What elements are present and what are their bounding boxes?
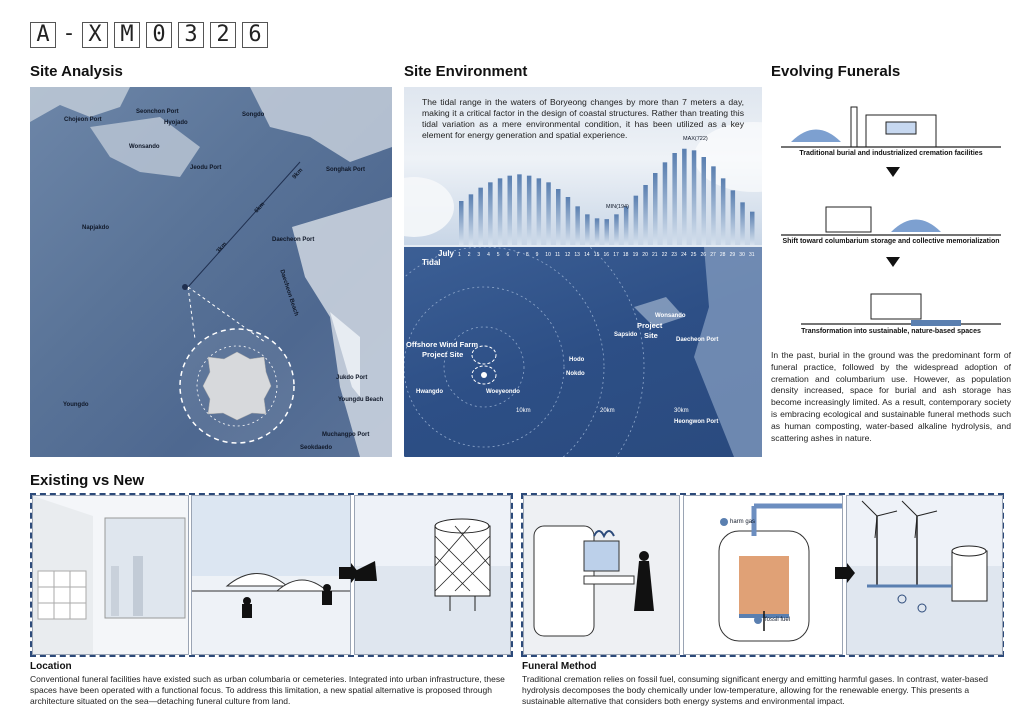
map-label: Hodo	[569, 357, 585, 363]
day-tick-label: 12	[564, 252, 571, 258]
day-tick-label: 27	[710, 252, 716, 258]
code-char: 0	[146, 22, 172, 48]
place-label: Seonchon Port	[136, 109, 179, 115]
hydrolysis-illustration	[683, 495, 843, 655]
tidal-chart-area	[404, 87, 762, 247]
cemetery-illustration	[191, 495, 351, 655]
cremation-drawing	[524, 496, 680, 655]
code-char: 6	[242, 22, 268, 48]
fossil-fuel-label: fossil fuel	[765, 617, 791, 623]
tidal-bar	[595, 218, 600, 245]
tidal-bar	[517, 174, 522, 245]
place-label: Napjakdo	[82, 225, 110, 231]
tidal-bar	[478, 188, 483, 245]
tidal-bar	[682, 149, 687, 245]
tidal-bar	[692, 150, 697, 245]
urban-columbaria-illustration	[32, 495, 189, 655]
day-tick-label: 8	[525, 252, 529, 258]
tidal-bar	[488, 182, 493, 245]
tidal-bar	[575, 206, 580, 245]
ring-label: 30km	[674, 408, 689, 414]
code-char: A	[30, 22, 56, 48]
day-tick-label: 20	[642, 252, 648, 258]
place-label: Daecheon Port	[272, 237, 315, 243]
day-tick-label: 2	[467, 252, 471, 258]
harm-gas-label: harm gas	[730, 519, 756, 525]
tidal-bar	[702, 157, 707, 245]
tidal-bar	[634, 196, 639, 245]
day-tick-label: 9	[535, 252, 539, 258]
chart-axis-label: Tidal	[422, 258, 441, 267]
tidal-bar	[459, 201, 464, 245]
place-label: Youngdu Beach	[338, 397, 384, 403]
site-environment-panel	[404, 87, 762, 457]
tidal-bar	[566, 197, 571, 245]
location-text: Conventional funeral facilities have existed such as urban columbaria or cemeteries. Integrated into urban infrastructure, these spaces have been operated with a functional focus. To address this limitation, a new spatial alternative is proposed through architecture situated on the sea—detaching funeral culture from land.	[30, 674, 505, 706]
tidal-bar	[605, 219, 610, 245]
evolution-illustrations	[771, 87, 1011, 347]
place-label: Jeodu Port	[190, 165, 222, 171]
tidal-bar	[721, 178, 726, 245]
day-tick-label: 17	[613, 252, 619, 258]
site-analysis-heading: Site Analysis	[30, 63, 123, 80]
stage-caption: Traditional burial and industrialized cremation facilities	[799, 150, 983, 157]
tidal-bar	[731, 190, 736, 245]
place-label: Jukdo Port	[336, 375, 368, 381]
map-label: Hwangdo	[416, 389, 443, 395]
tidal-bar	[663, 162, 668, 245]
method-title: Funeral Method	[522, 661, 597, 672]
tidal-bar	[740, 202, 745, 245]
day-tick-label: 31	[749, 252, 755, 258]
tidal-bar	[508, 176, 513, 245]
arrow-right-icon	[835, 563, 855, 583]
site-environment-heading: Site Environment	[404, 63, 528, 80]
day-tick-label: 13	[574, 252, 580, 258]
day-tick-label: 28	[719, 252, 726, 258]
offshore-map	[404, 247, 762, 457]
site-analysis-map	[30, 87, 392, 457]
place-label: Daecheon Beach	[278, 269, 299, 317]
evolving-funerals-heading: Evolving Funerals	[771, 63, 901, 80]
renewable-drawing	[847, 496, 1003, 655]
evolving-diagram	[771, 87, 1011, 372]
hydrolysis-drawing	[684, 496, 843, 655]
map-label: Heongwon Port	[674, 419, 719, 425]
max-label: MAX(722)	[683, 136, 708, 142]
cemetery-drawing	[192, 496, 351, 655]
day-tick-label: 29	[729, 252, 736, 258]
environment-description: The tidal range in the waters of Boryeong changes by more than 7 meters a day, making it a critical factor in the design of coastal structures. Rather than treating this tidal variation as a mere environmental condition, it has been utilized as a key element for energy generation and spatial experience.	[422, 97, 744, 140]
sea-columbarium-illustration	[354, 495, 511, 655]
day-tick-label: 14	[584, 252, 590, 258]
stage-caption: Shift toward columbarium storage and collective memorialization	[782, 238, 1000, 245]
place-label: Seokdaedo	[300, 445, 333, 451]
code-char: M	[114, 22, 140, 48]
place-label: Hyojado	[164, 120, 188, 126]
place-label: Chojeon Port	[64, 117, 102, 123]
tidal-bar	[585, 214, 590, 245]
tidal-bar	[498, 178, 503, 245]
map-label: Sapsido	[614, 332, 638, 338]
map-label: Nokdo	[566, 371, 585, 377]
tidal-bar	[469, 194, 474, 245]
day-tick-label: 23	[671, 252, 677, 258]
ring-label: 10km	[516, 408, 531, 414]
distance-label: 3km	[215, 241, 229, 255]
stage-caption: Transformation into sustainable, nature-based spaces	[801, 328, 981, 335]
tidal-bar	[537, 178, 542, 245]
tidal-bar	[672, 153, 677, 245]
chart-axis-label: July	[438, 249, 455, 258]
cremation-illustration	[523, 495, 680, 655]
day-tick-label: 6	[506, 252, 510, 258]
map-label: Woeyeondo	[486, 389, 520, 395]
day-tick-label: 19	[632, 252, 639, 258]
day-tick-label: 3	[477, 252, 481, 258]
tidal-bar	[653, 173, 658, 245]
place-label: Youngdo	[63, 402, 89, 408]
project-label: Project	[637, 321, 663, 330]
arrow-right-icon	[339, 563, 359, 583]
tidal-bar	[556, 189, 561, 245]
code-char: 2	[210, 22, 236, 48]
distance-label: 9km	[291, 167, 305, 181]
renewable-illustration	[846, 495, 1003, 655]
day-tick-label: 21	[652, 252, 658, 258]
tidal-bar	[643, 185, 648, 245]
code-char: X	[82, 22, 108, 48]
day-tick-label: 1	[458, 252, 461, 258]
day-tick-label: 10	[545, 252, 551, 258]
day-tick-label: 26	[700, 252, 707, 258]
project-code	[30, 22, 268, 48]
day-tick-label: 5	[496, 252, 500, 258]
evolving-paragraph: In the past, burial in the ground was the predominant form of funeral practice, followed by the widespread adoption of cremation and columbarium use. However, as population density increased, space for burial and ash storage has become increasingly limited. As a result, contemporary society is embracing ecological and sustainable funeral methods such as human composting, water-based alkaline hydrolysis, and scattering ashes in nature.	[771, 350, 1011, 443]
distance-label: 6km	[253, 201, 267, 215]
day-tick-label: 16	[603, 252, 610, 258]
place-label: Wonsando	[129, 144, 160, 150]
place-label: Songhak Port	[326, 167, 366, 173]
day-tick-label: 22	[661, 252, 668, 258]
sea-columbarium-drawing	[355, 496, 511, 655]
tidal-bar	[711, 166, 716, 245]
day-tick-label: 30	[739, 252, 745, 258]
offshore-label: Offshore Wind Farm	[406, 340, 479, 349]
columbaria-drawing	[33, 496, 189, 655]
tidal-bar	[546, 182, 551, 245]
day-tick-label: 11	[555, 252, 561, 258]
project-label: Site	[644, 331, 658, 340]
day-tick-label: 25	[690, 252, 697, 258]
existing-vs-new-heading: Existing vs New	[30, 472, 145, 489]
place-label: Muchangpo Port	[322, 432, 370, 438]
day-tick-label: 24	[681, 252, 687, 258]
day-tick-label: 15	[593, 252, 600, 258]
day-tick-label: 18	[622, 252, 629, 258]
tidal-bar	[750, 212, 755, 245]
code-char: 3	[178, 22, 204, 48]
method-text: Traditional cremation relies on fossil fuel, consuming significant energy and emitting harmful gases. In contrast, water-based hydrolysis decomposes the body chemically under low-temperature, allowing for the renewable energy. This presents a sustainable alternative that considers both energy systems and environmental impact.	[522, 674, 988, 706]
map-label: Wonsando	[655, 313, 686, 319]
code-char: -	[62, 21, 76, 46]
tidal-bar	[614, 214, 619, 245]
location-title: Location	[30, 661, 72, 672]
offshore-label: Project Site	[422, 350, 464, 359]
tidal-bar	[527, 176, 532, 245]
day-tick-label: 4	[487, 252, 490, 258]
ring-label: 20km	[600, 408, 615, 414]
place-label: Songdo	[242, 112, 265, 118]
min-label: MIN(194)	[606, 204, 629, 210]
tidal-bar	[624, 206, 629, 245]
day-tick-label: 7	[516, 252, 519, 258]
map-label: Daecheon Port	[676, 337, 719, 343]
